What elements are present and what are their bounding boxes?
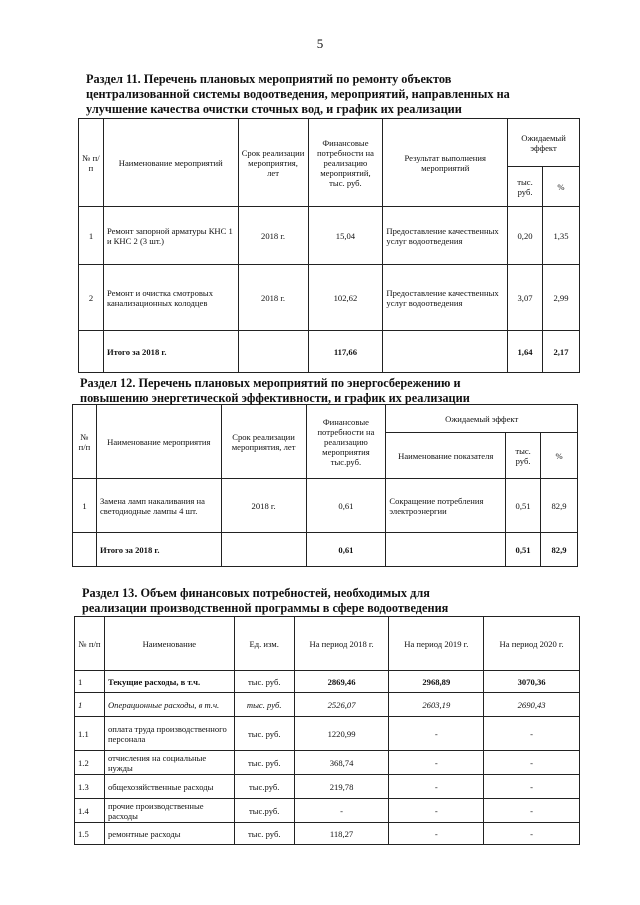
header-indicator: Наименование показателя [386, 433, 506, 479]
page-number: 5 [316, 36, 324, 51]
cell-name: ремонтные расходы [104, 823, 234, 845]
header-effect: Ожидаемый эффект [386, 405, 578, 433]
cell-2019: - [389, 751, 484, 775]
cell-2019: - [389, 799, 484, 823]
total-label: Итого за 2018 г. [103, 331, 238, 373]
section-12-table [72, 404, 578, 567]
table-row [75, 671, 580, 693]
header-unit: Ед. изм. [234, 617, 294, 671]
cell-2020: - [484, 751, 580, 775]
cell-2020: - [484, 717, 580, 751]
cell-term: 2018 г. [238, 265, 308, 331]
total-finance: 117,66 [308, 331, 383, 373]
cell-2019: - [389, 717, 484, 751]
section-13-table [74, 616, 580, 845]
section-11-title-line: улучшение качества очистки сточных вод, и график их реализации [86, 102, 462, 116]
cell-2020: 3070,36 [484, 671, 580, 693]
cell-finance: 0,61 [306, 479, 386, 533]
total-label: Итого за 2018 г. [96, 533, 221, 567]
table-row [75, 823, 580, 845]
table-row [75, 717, 580, 751]
header-effect-unit: тыс. руб. [506, 433, 541, 479]
header-effect-pct: % [543, 167, 580, 207]
section-11-table [78, 118, 580, 373]
header-effect-pct: % [541, 433, 578, 479]
cell-2020: - [484, 775, 580, 799]
total-row [73, 533, 578, 567]
header-num: № п/п [73, 405, 97, 479]
cell-2019: 2603,19 [389, 693, 484, 717]
cell-num: 1.5 [75, 823, 105, 845]
cell-num: 1 [75, 693, 105, 717]
cell-2020: 2690,43 [484, 693, 580, 717]
cell-name: общехозяйственные расходы [104, 775, 234, 799]
header-result: Результат выполнения мероприятий [383, 119, 508, 207]
cell-2019: - [389, 775, 484, 799]
cell-effect: 0,20 [508, 207, 543, 265]
cell-num: 1.1 [75, 717, 105, 751]
cell-name: Ремонт запорной арматуры КНС 1 и КНС 2 (3 шт.) [103, 207, 238, 265]
header-effect: Ожидаемый эффект [508, 119, 580, 167]
cell-name: оплата труда производственного персонала [104, 717, 234, 751]
table-row [73, 479, 578, 533]
cell-num: 1 [79, 207, 104, 265]
cell-name: прочие производственные расходы [104, 799, 234, 823]
header-effect-unit: тыс. руб. [508, 167, 543, 207]
header-2020: На период 2020 г. [484, 617, 580, 671]
cell-unit: тыс.руб. [234, 799, 294, 823]
header-2019: На период 2019 г. [389, 617, 484, 671]
total-row [79, 331, 580, 373]
table-row [79, 207, 580, 265]
cell-unit: тыс. руб. [234, 823, 294, 845]
header-term: Срок реализации мероприятия, лет [221, 405, 306, 479]
cell-2018: 118,27 [294, 823, 389, 845]
table-row [79, 265, 580, 331]
total-effect: 0,51 [506, 533, 541, 567]
cell-term: 2018 г. [221, 479, 306, 533]
cell-finance: 102,62 [308, 265, 383, 331]
header-num: № п/п [79, 119, 104, 207]
cell-finance: 15,04 [308, 207, 383, 265]
total-pct: 82,9 [541, 533, 578, 567]
table-row [75, 751, 580, 775]
header-num: № п/п [75, 617, 105, 671]
cell-effect: 0,51 [506, 479, 541, 533]
header-finance: Финансовые потребности на реализацию мероприятий, тыс. руб. [308, 119, 383, 207]
cell-effect: 3,07 [508, 265, 543, 331]
total-finance: 0,61 [306, 533, 386, 567]
cell-pct: 82,9 [541, 479, 578, 533]
cell-2019: - [389, 823, 484, 845]
total-effect: 1,64 [508, 331, 543, 373]
header-term: Срок реализации мероприятия, лет [238, 119, 308, 207]
cell-2019: 2968,89 [389, 671, 484, 693]
cell-name: отчисления на социальные нужды [104, 751, 234, 775]
table-row [75, 799, 580, 823]
cell-num: 1 [75, 671, 105, 693]
cell-unit: тыс.руб. [234, 775, 294, 799]
cell-indicator: Сокращение потребления электроэнергии [386, 479, 506, 533]
section-12-title-line: повышению энергетической эффективности, и график их реализации [80, 391, 470, 405]
cell-term: 2018 г. [238, 207, 308, 265]
cell-name: Замена ламп накаливания на светодиодные лампы 4 шт. [96, 479, 221, 533]
cell-2020: - [484, 823, 580, 845]
cell-2018: - [294, 799, 389, 823]
total-pct: 2,17 [543, 331, 580, 373]
cell-unit: тыс. руб. [234, 671, 294, 693]
cell-name: Операционные расходы, в т.ч. [104, 693, 234, 717]
cell-num: 1.4 [75, 799, 105, 823]
cell-2020: - [484, 799, 580, 823]
section-11-title-line: централизованной системы водоотведения, мероприятий, направленных на [86, 87, 510, 101]
cell-num: 1.2 [75, 751, 105, 775]
section-13-title [82, 586, 572, 616]
cell-2018: 368,74 [294, 751, 389, 775]
cell-2018: 2526,07 [294, 693, 389, 717]
table-row [75, 775, 580, 799]
cell-unit: тыс. руб. [234, 717, 294, 751]
cell-unit: тыс. руб. [234, 751, 294, 775]
cell-name: Текущие расходы, в т.ч. [104, 671, 234, 693]
cell-result: Предоставление качественных услуг водоотведения [383, 207, 508, 265]
header-name: Наименование [104, 617, 234, 671]
section-13-title-line: Раздел 13. Объем финансовых потребностей, необходимых для [82, 586, 430, 600]
cell-name: Ремонт и очистка смотровых канализационных колодцев [103, 265, 238, 331]
cell-2018: 1220,99 [294, 717, 389, 751]
cell-2018: 2869,46 [294, 671, 389, 693]
header-2018: На период 2018 г. [294, 617, 389, 671]
cell-result: Предоставление качественных услуг водоотведения [383, 265, 508, 331]
section-13-title-line: реализации производственной программы в сфере водоотведения [82, 601, 449, 615]
cell-num: 1 [73, 479, 97, 533]
cell-pct: 2,99 [543, 265, 580, 331]
cell-2018: 219,78 [294, 775, 389, 799]
section-12-title [80, 376, 570, 406]
header-finance: Финансовые потребности на реализацию мероприятия тыс.руб. [306, 405, 386, 479]
cell-pct: 1,35 [543, 207, 580, 265]
section-11-title-line: Раздел 11. Перечень плановых мероприятий по ремонту объектов [86, 72, 452, 86]
cell-num: 2 [79, 265, 104, 331]
table-row [75, 693, 580, 717]
header-name: Наименование мероприятий [103, 119, 238, 207]
header-name: Наименование мероприятия [96, 405, 221, 479]
section-11-title [86, 72, 580, 117]
section-12-title-line: Раздел 12. Перечень плановых мероприятий по энергосбережению и [80, 376, 461, 390]
cell-num: 1.3 [75, 775, 105, 799]
cell-unit: тыс. руб. [234, 693, 294, 717]
